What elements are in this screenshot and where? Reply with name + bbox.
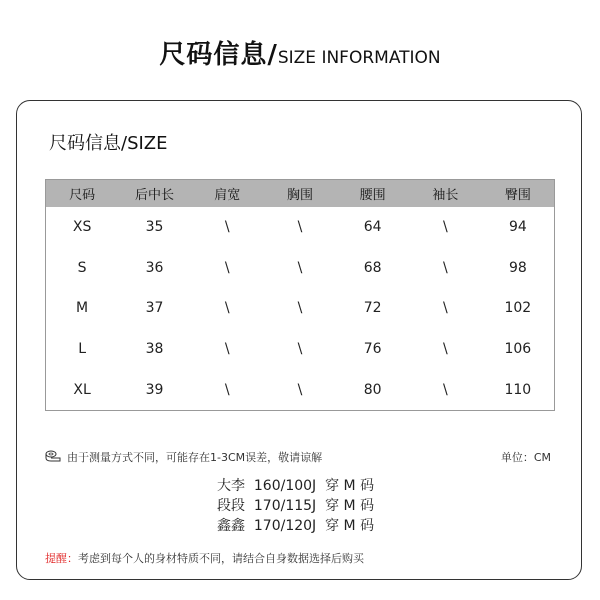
table-cell: \ (224, 341, 230, 358)
table-cell: \ (224, 259, 230, 276)
header-back-length: 后中长 (118, 180, 191, 208)
model-item: 段段 170/115J 穿 M 码 (217, 498, 375, 514)
page-title-sub: SIZE INFORMATION (277, 48, 441, 68)
table-cell: \ (297, 300, 303, 317)
table-row (46, 369, 555, 410)
table-row (46, 329, 555, 370)
size-table (45, 179, 555, 411)
table-cell: \ (297, 219, 303, 236)
size-card (16, 100, 582, 580)
table-cell: 106 (504, 341, 532, 358)
header-chest: 胸围 (264, 180, 337, 208)
page-title (0, 34, 600, 71)
card-title: 尺码信息/SIZE (49, 133, 168, 154)
model-list (217, 476, 374, 536)
table-cell: 72 (363, 300, 382, 317)
table-cell: 76 (363, 341, 382, 358)
table-cell: L (78, 341, 86, 358)
tape-measure-icon (45, 450, 61, 465)
table-cell: 39 (145, 381, 164, 398)
table-cell: \ (443, 341, 448, 358)
table-cell: 110 (504, 381, 532, 398)
model-item: 鑫鑫 170/120J 穿 M 码 (217, 518, 375, 534)
reminder-text: 考虑到每个人的身材特质不同，请结合自身数据选择后购买 (78, 552, 364, 565)
header-sleeve: 袖长 (409, 180, 482, 208)
table-cell: 64 (363, 219, 382, 236)
table-cell: 94 (508, 219, 527, 236)
table-cell: 80 (363, 381, 382, 398)
table-header-row (46, 180, 555, 208)
table-cell: 68 (363, 259, 382, 276)
table-cell: \ (443, 259, 448, 276)
table-cell: \ (224, 381, 230, 398)
table-cell: 37 (145, 300, 164, 317)
measurement-note-text: 由于测量方式不同，可能存在1-3CM误差，敬请谅解 (67, 451, 323, 464)
table-cell: XS (72, 219, 92, 236)
header-hip: 臀围 (482, 180, 555, 208)
table-cell: \ (224, 219, 230, 236)
table-cell: 102 (504, 300, 532, 317)
reminder-label: 提醒： (45, 552, 78, 565)
table-cell: \ (297, 381, 303, 398)
table-cell: \ (297, 259, 303, 276)
table-row (46, 207, 555, 248)
table-cell: \ (443, 381, 448, 398)
table-row (46, 288, 555, 329)
table-cell: M (76, 300, 89, 317)
table-row (46, 248, 555, 289)
table-cell: 98 (508, 259, 527, 276)
model-item: 大李 160/100J 穿 M 码 (217, 478, 375, 494)
reminder (45, 550, 364, 566)
header-size: 尺码 (46, 180, 119, 208)
table-cell: 38 (145, 341, 164, 358)
table-cell: \ (224, 300, 230, 317)
table-cell: S (77, 259, 87, 276)
measurement-note (45, 449, 322, 465)
header-waist: 腰围 (336, 180, 409, 208)
unit-label: 单位：CM (500, 451, 551, 464)
table-cell: \ (443, 219, 448, 236)
page-title-main: 尺码信息/ (159, 40, 278, 70)
table-cell: XL (73, 381, 91, 398)
table-cell: \ (297, 341, 303, 358)
table-cell: 35 (145, 219, 164, 236)
header-shoulder: 肩宽 (191, 180, 264, 208)
table-cell: \ (443, 300, 448, 317)
table-cell: 36 (145, 259, 164, 276)
